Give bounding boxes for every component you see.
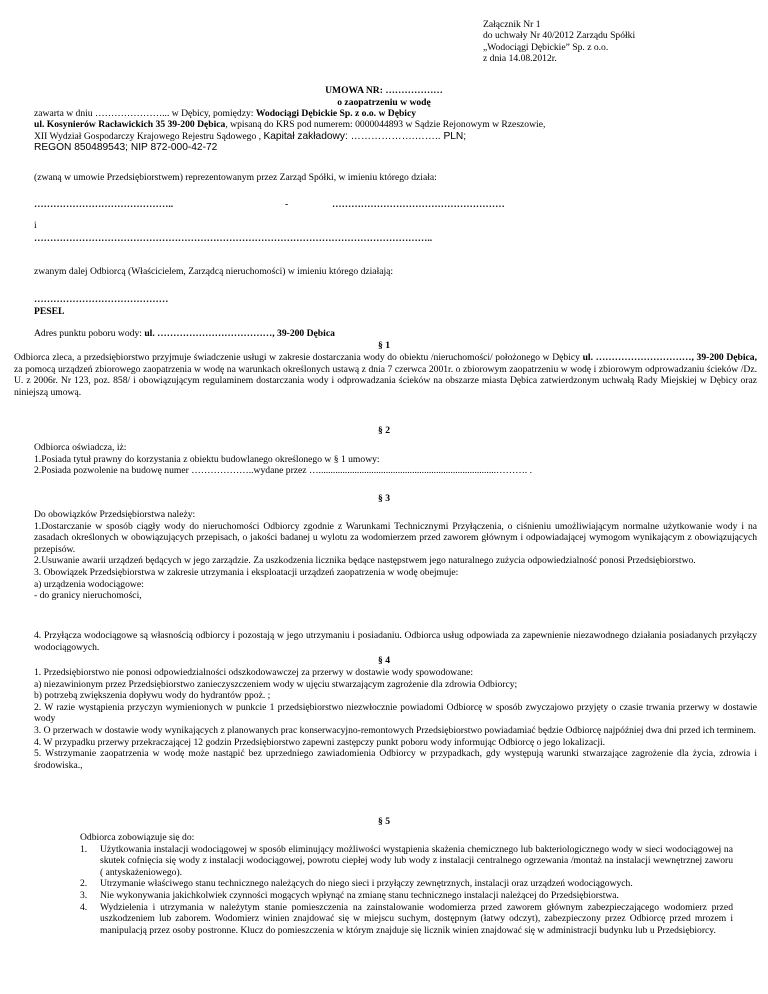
signer-and: i (34, 220, 37, 231)
section-2-heading: § 2 (378, 425, 390, 436)
address-label: Adres punktu poboru wody: (34, 328, 145, 339)
list-item-number: 2. (80, 878, 88, 890)
section-4-item-4: 4. W przypadku przerwy przekraczającej 12 godzin Przedsiębiorstwo zapewni zastępczy punkt poboru wody informując Odbiorcę o jego lokalizacji. (34, 736, 606, 748)
section-1-text-a: Odbiorca zleca, a przedsiębiorstwo przyjmuje świadczenie usługi w zakresie dostarczania wody do obiektu /nieruchomości/ położonego w Dębicy (14, 352, 583, 363)
section-3-item-3b: - do granicy nieruchomości, (34, 590, 142, 602)
section-4-item-3: 3. O przerwach w dostawie wody wynikających z planowanych prac konserwacyjno-remontowych Przedsiębiorstwo powiadamiać będzie Odbiorcę najpóźniej dwa dni przed ich terminem. (34, 724, 756, 736)
list-item (80, 890, 733, 902)
section-5-lead: Odbiorca zobowiązuje się do: (80, 832, 195, 843)
section-3-item-3a: a) urządzenia wodociągowe: (34, 578, 144, 590)
list-item-text: Użytkowania instalacji wodociągowej w sposób eliminujący możliwości wystąpienia skażenia chemicznego lub bakteriologicznego wody w sieci wodociągowej na skutek cofnięcia się wody z instalacji wodociągowej, powrotu ciepłej wody lub wody z instalacji centralnego ogrzewania /montaż na instalacji wewnętrznej zaworu ( antyskażeniowego). (100, 843, 733, 878)
capital-info: Kapitał zakładowy: ……………….…….. PLN; (263, 130, 467, 142)
represented-text: (zwaną w umowie Przedsiębiorstwem) reprezentowanym przez Zarząd Spółki, w imieniu którego działa: (34, 172, 437, 183)
signer-dash: - (285, 199, 289, 210)
intro-block (34, 108, 744, 154)
address-value: ul. ………………………………, 39-200 Dębica (144, 328, 335, 339)
company-address: ul. Kosynierów Racławickich 35 39-200 Dębica (34, 119, 226, 131)
section-2-body (34, 442, 744, 477)
section-3-lead: Do obowiązków Przedsiębiorstwa należy: (34, 509, 196, 520)
company-name: Wodociągi Dębickie Sp. z o.o. w Dębicy (255, 108, 417, 119)
intro-date: zawarta w dniu …………………... w Dębicy, pomiędzy: (34, 108, 256, 119)
krs-info: , wpisaną do KRS pod numerem: 0000044893 w Sądzie Rejonowym w Rzeszowie, (225, 119, 546, 131)
section-1-address: ul. …………………………, 39-200 Dębica, (582, 352, 757, 363)
recipient-text: zwanym dalej Odbiorcą (Właścicielem, Zarządcą nieruchomości) w imieniu którego działają: (34, 266, 394, 277)
section-3-item-3: 3. Obowiązek Przedsiębiorstwa w zakresie utrzymania i eksploatacji urządzeń zaopatrzenia w wodę obejmuje: (34, 566, 459, 578)
signer-right: ……………………………………………… (332, 199, 505, 210)
recipient-dots: …………………………………… (34, 294, 169, 305)
header-line-4: z dnia 14.08.2012r. (483, 52, 557, 64)
section-4-body (34, 667, 757, 771)
section-4-item-5: 5. Wstrzymanie zaopatrzenia w wodę może nastąpić bez uprzedniego zawiadomienia Odbiorcy w przypadkach, gdy występują warunki stwarzające zagrożenie dla życia, zdrowia i środowiska., (34, 748, 757, 771)
section-5-heading: § 5 (378, 816, 390, 827)
attachment-header (483, 19, 743, 64)
section-1-text-b: za pomocą urządzeń zbiorowego zaopatrzenia w wodę na warunkach określonych ustawą z dnia 7 czerwca 2001r. o zbiorowym zaopatrzeniu w wodę i zbiorowym odprowadzaniu ścieków /Dz. U. z 2006r. Nr 123, poz. 858/ i obowiązującym regulaminem dostarczania wody i odprowadzania ścieków na obszarze miasta Dębica zatwierdzonym uchwałą Rady Miejskiej w Dębicy oraz niniejszą umową. (14, 363, 757, 398)
section-3-item-1: 1.Dostarczanie w sposób ciągły wody do nieruchomości Odbiorcy zgodnie z Warunkami Technicznymi Przyłączenia, o ciśnieniu umożliwiającym normalne użytkowanie wody i na zasadach określonych w obowiązujących przepisach, o jakości badanej u wylotu za wodomierzem przed zaworem głównym i odpowiadającej wymogom wynikającym z obowiązujących przepisów. (34, 520, 757, 555)
section-1-heading: § 1 (378, 340, 390, 351)
address-line (34, 328, 744, 340)
contract-title (34, 85, 734, 108)
section-4-item-1b: b) potrzebą zwiększenia dopływu wody do hydrantów ppoż. ; (34, 690, 271, 702)
section-2-item-1: 1.Posiada tytuł prawny do korzystania z obiektu budowlanego określonego w § 1 umowy: (34, 453, 380, 465)
section-4-heading: § 4 (378, 655, 390, 666)
list-item (80, 902, 733, 937)
section-2-lead: Odbiorca oświadcza, iż: (34, 442, 127, 453)
list-item-text: Wydzielenia i utrzymania w należytym stanie pomieszczenia na zainstalowanie wodomierza przed zaworem głównym zabezpieczającego wodomierz przed uszkodzeniem lub zaborem. Wodomierz winien znajdować się w miejscu suchym, dostępnym (łatwy odczyt), zabezpieczony przez Odbiorcę przed mrozem i manipulacją przez osoby postronne. Klucz do pomieszczenia w którym znajduje się licznik winien znajdować się w administracji budynku lub u Przedsiębiorcy. (100, 901, 733, 936)
title-line-1: UMOWA NR: ……………… (325, 85, 443, 96)
title-line-2: o zaopatrzeniu w wodę (337, 96, 431, 108)
header-line-2: do uchwały Nr 40/2012 Zarządu Spółki (483, 30, 636, 42)
signer-full: …………………………………………………………………………………………………………….. (34, 233, 433, 244)
section-3-item-2: 2.Usuwanie awarii urządzeń będących w jego zarządzie. Za uszkodzenia licznika będące następstwem jego naturalnego zużycia odpowiedzialność ponosi Przedsiębiorstwo. (34, 555, 696, 567)
section-3-body (34, 509, 757, 602)
signer-left: …………………………………….. (34, 199, 174, 210)
list-item-number: 1. (80, 843, 88, 855)
regon-nip: REGON 850489543; NIP 872-000-42-72 (34, 142, 218, 154)
section-5-body (80, 832, 733, 936)
section-4-item-1a: a) niezawinionym przez Przedsiębiorstwo zanieczyszczeniem wody w ujęciu stwarzającym zagrożenie dla zdrowia Odbiorcy; (34, 678, 518, 690)
section-5-list (80, 844, 733, 937)
court-info: XII Wydział Gospodarczy Krajowego Rejestru Sądowego , (34, 130, 264, 142)
list-item-number: 3. (80, 889, 88, 901)
section-2-item-2: 2.Posiada pozwolenie na budowę numer ………………..wydane przez …..........................................................................………. . (34, 465, 533, 477)
list-item-number: 4. (80, 901, 88, 913)
list-item (80, 878, 733, 890)
section-4-item-1: 1. Przedsiębiorstwo nie ponosi odpowiedzialności odszkodowawczej za przerwy w dostawie wody spowodowane: (34, 667, 474, 678)
section-1-text (14, 352, 757, 398)
list-item (80, 844, 733, 879)
section-4-item-2: 2. W razie wystąpienia przyczyn wymienionych w punkcie 1 przedsiębiorstwo niezwłocznie powiadomi Odbiorcę w sposób zwyczajowo przyjęty o czasie trwania przerwy w dostawie wody (34, 701, 757, 725)
list-item-text: Nie wykonywania jakichkolwiek czynności mogących wpłynąć na zmianę stanu technicznego instalacji należącej do Przedsiębiorstwa. (100, 889, 619, 901)
list-item-text: Utrzymanie właściwego stanu technicznego należących do niego sieci i przyłączy zewnętrznych, instalacji oraz urządzeń wodociągowych. (100, 878, 633, 890)
header-line-1: Załącznik Nr 1 (483, 19, 541, 30)
header-line-3: „Wodociągi Dębickie” Sp. z o.o. (483, 41, 609, 53)
section-3-heading: § 3 (378, 493, 390, 504)
pesel-label: PESEL (34, 306, 65, 317)
section-3-item-4: 4. Przyłącza wodociągowe są własnością odbiorcy i pozostają w jego utrzymaniu i posiadaniu. Odbiorca usług odpowiada za zapewnienie niezawodnego działania posiadanych przyłączy wodociągowych. (34, 630, 757, 653)
